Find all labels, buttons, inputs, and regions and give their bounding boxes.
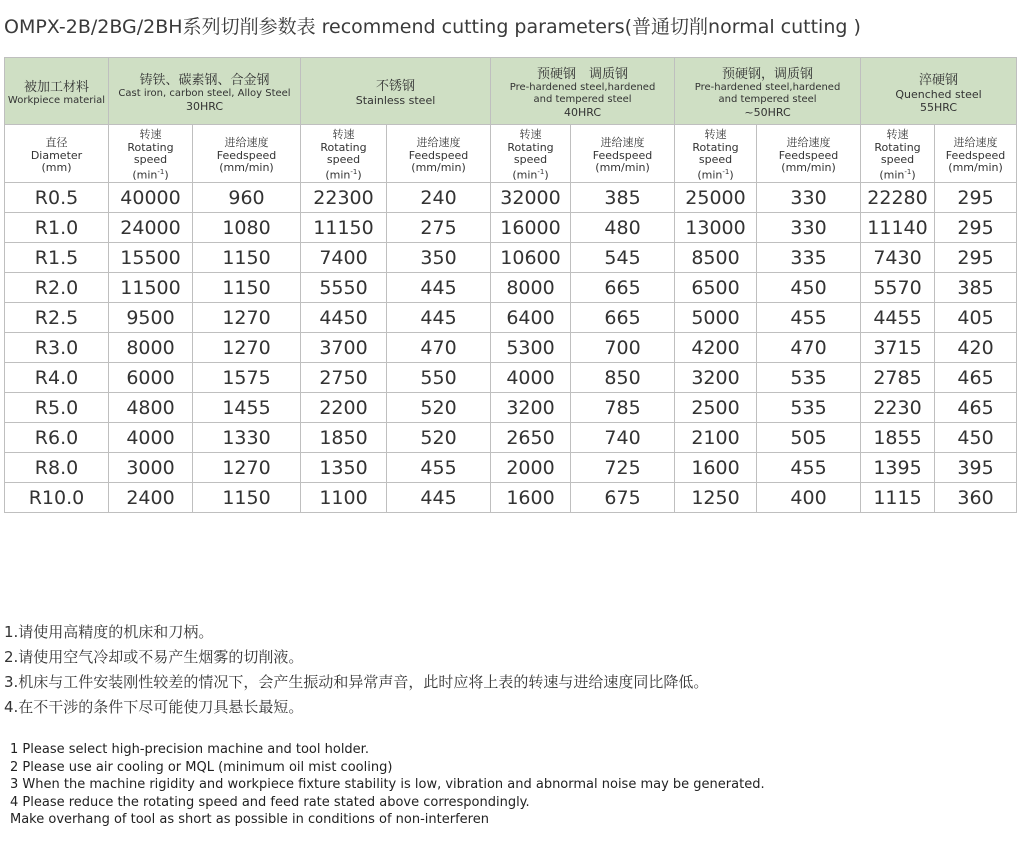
- material-group-header-row: [5, 58, 1017, 125]
- speed-cell: 2100: [675, 423, 757, 453]
- feed-cell: 470: [387, 333, 491, 363]
- feed-cell: 450: [757, 273, 861, 303]
- feedspeed-header: 进给速度 Feedspeed (mm/min): [193, 125, 301, 183]
- feed-cell: 400: [757, 483, 861, 513]
- feed-cell: 480: [571, 213, 675, 243]
- feed-cell: 295: [935, 213, 1017, 243]
- speed-cell: 22300: [301, 183, 387, 213]
- feed-cell: 535: [757, 393, 861, 423]
- feed-cell: 420: [935, 333, 1017, 363]
- feed-cell: 445: [387, 483, 491, 513]
- cutting-parameters-table: [4, 57, 1017, 513]
- column-subheader-row: [5, 125, 1017, 183]
- speed-cell: 8000: [491, 273, 571, 303]
- note-line: 3.机床与工件安装刚性较差的情况下，会产生振动和异常声音，此时应将上表的转速与进给速度同比降低。: [4, 673, 709, 691]
- feed-cell: 960: [193, 183, 301, 213]
- speed-unit: $(\min^{-1})$: [325, 167, 362, 182]
- feed-cell: 535: [757, 363, 861, 393]
- speed-cell: 1100: [301, 483, 387, 513]
- speed-cell: 4455: [861, 303, 935, 333]
- speed-cell: 7400: [301, 243, 387, 273]
- feed-cell: 465: [935, 363, 1017, 393]
- feed-cell: 275: [387, 213, 491, 243]
- speed-cell: 22280: [861, 183, 935, 213]
- feed-cell: 1270: [193, 303, 301, 333]
- speed-cell: 7430: [861, 243, 935, 273]
- table-row: [5, 483, 1017, 513]
- feed-cell: 450: [935, 423, 1017, 453]
- feed-cell: 1150: [193, 483, 301, 513]
- table-row: [5, 243, 1017, 273]
- feed-cell: 445: [387, 303, 491, 333]
- speed-cell: 1600: [675, 453, 757, 483]
- feedspeed-header: 进给速度 Feedspeed (mm/min): [935, 125, 1017, 183]
- feed-cell: 740: [571, 423, 675, 453]
- rotating-speed-header: 转速 Rotating speed $(\min^{-1})$: [301, 125, 387, 183]
- feed-cell: 550: [387, 363, 491, 393]
- feed-cell: 505: [757, 423, 861, 453]
- speed-cell: 8000: [109, 333, 193, 363]
- feed-cell: 665: [571, 303, 675, 333]
- diameter-header: 直径 Diameter (mm): [5, 125, 109, 183]
- notes-chinese: [4, 620, 708, 720]
- note-line: Make overhang of tool as short as possible in conditions of non-interferen: [10, 812, 489, 827]
- speed-cell: 2650: [491, 423, 571, 453]
- table-row: [5, 393, 1017, 423]
- feed-cell: 785: [571, 393, 675, 423]
- feed-cell: 385: [935, 273, 1017, 303]
- speed-cell: 4000: [491, 363, 571, 393]
- speed-cell: 11150: [301, 213, 387, 243]
- diameter-cell: R2.0: [5, 273, 109, 303]
- feed-cell: 330: [757, 213, 861, 243]
- diameter-cell: R3.0: [5, 333, 109, 363]
- diameter-cell: R1.5: [5, 243, 109, 273]
- speed-cell: 2500: [675, 393, 757, 423]
- feed-cell: 1455: [193, 393, 301, 423]
- speed-cell: 25000: [675, 183, 757, 213]
- page-title: OMPX-2B/2BG/2BH系列切削参数表 recommend cutting parameters(普通切削normal cutting ): [4, 16, 861, 38]
- speed-cell: 5550: [301, 273, 387, 303]
- table-row: [5, 363, 1017, 393]
- speed-cell: 11500: [109, 273, 193, 303]
- speed-cell: 2750: [301, 363, 387, 393]
- rotating-speed-header: 转速 Rotating speed $(\min^{-1})$: [109, 125, 193, 183]
- speed-unit: $(\min^{-1})$: [879, 167, 916, 182]
- speed-cell: 2400: [109, 483, 193, 513]
- workpiece-material-header: 被加工材料 Workpiece material: [5, 58, 109, 125]
- speed-cell: 4800: [109, 393, 193, 423]
- feed-cell: 335: [757, 243, 861, 273]
- feed-cell: 1150: [193, 243, 301, 273]
- diameter-cell: R10.0: [5, 483, 109, 513]
- feed-cell: 360: [935, 483, 1017, 513]
- feed-cell: 445: [387, 273, 491, 303]
- diameter-cell: R8.0: [5, 453, 109, 483]
- speed-cell: 1115: [861, 483, 935, 513]
- speed-cell: 32000: [491, 183, 571, 213]
- diameter-cell: R5.0: [5, 393, 109, 423]
- feed-cell: 455: [387, 453, 491, 483]
- speed-cell: 40000: [109, 183, 193, 213]
- speed-cell: 4000: [109, 423, 193, 453]
- feed-cell: 675: [571, 483, 675, 513]
- note-line: 2.请使用空气冷却或不易产生烟雾的切削液。: [4, 648, 304, 666]
- feed-cell: 385: [571, 183, 675, 213]
- table-body: [5, 183, 1017, 513]
- feed-cell: 1080: [193, 213, 301, 243]
- group-header: 预硬钢 调质钢 Pre-hardened steel,hardened and tempered steel 40HRC: [491, 58, 675, 125]
- speed-unit: $(\min^{-1})$: [132, 167, 169, 182]
- feed-cell: 1330: [193, 423, 301, 453]
- feed-cell: 395: [935, 453, 1017, 483]
- feed-cell: 700: [571, 333, 675, 363]
- feedspeed-header: 进给速度 Feedspeed (mm/min): [757, 125, 861, 183]
- speed-cell: 4450: [301, 303, 387, 333]
- speed-cell: 2230: [861, 393, 935, 423]
- table-row: [5, 273, 1017, 303]
- speed-cell: 9500: [109, 303, 193, 333]
- speed-unit: $(\min^{-1})$: [512, 167, 549, 182]
- table-row: [5, 183, 1017, 213]
- diameter-cell: R4.0: [5, 363, 109, 393]
- speed-cell: 4200: [675, 333, 757, 363]
- diameter-cell: R1.0: [5, 213, 109, 243]
- speed-cell: 5570: [861, 273, 935, 303]
- speed-cell: 1850: [301, 423, 387, 453]
- speed-cell: 1600: [491, 483, 571, 513]
- feed-cell: 1150: [193, 273, 301, 303]
- feed-cell: 295: [935, 243, 1017, 273]
- diameter-cell: R6.0: [5, 423, 109, 453]
- feed-cell: 520: [387, 423, 491, 453]
- feed-cell: 350: [387, 243, 491, 273]
- note-line: 3 When the machine rigidity and workpiece fixture stability is low, vibration and abnormal noise may be generated.: [10, 777, 765, 792]
- speed-cell: 6400: [491, 303, 571, 333]
- feed-cell: 665: [571, 273, 675, 303]
- speed-cell: 13000: [675, 213, 757, 243]
- rotating-speed-header: 转速 Rotating speed $(\min^{-1})$: [491, 125, 571, 183]
- speed-unit: $(\min^{-1})$: [697, 167, 734, 182]
- feed-cell: 520: [387, 393, 491, 423]
- note-line: 4.在不干涉的条件下尽可能使刀具悬长最短。: [4, 698, 304, 716]
- table-row: [5, 333, 1017, 363]
- feed-cell: 455: [757, 303, 861, 333]
- feed-cell: 240: [387, 183, 491, 213]
- speed-cell: 16000: [491, 213, 571, 243]
- feed-cell: 1575: [193, 363, 301, 393]
- group-header: 淬硬钢 Quenched steel 55HRC: [861, 58, 1017, 125]
- speed-cell: 2000: [491, 453, 571, 483]
- speed-cell: 1350: [301, 453, 387, 483]
- group-header: 铸铁、碳素钢、合金钢 Cast iron, carbon steel, Alloy Steel 30HRC: [109, 58, 301, 125]
- speed-cell: 8500: [675, 243, 757, 273]
- speed-cell: 5300: [491, 333, 571, 363]
- speed-cell: 5000: [675, 303, 757, 333]
- speed-cell: 1250: [675, 483, 757, 513]
- speed-cell: 3715: [861, 333, 935, 363]
- feed-cell: 470: [757, 333, 861, 363]
- feed-cell: 850: [571, 363, 675, 393]
- speed-cell: 1855: [861, 423, 935, 453]
- feed-cell: 405: [935, 303, 1017, 333]
- note-line: 2 Please use air cooling or MQL (minimum oil mist cooling): [10, 759, 393, 775]
- table-row: [5, 453, 1017, 483]
- speed-cell: 3000: [109, 453, 193, 483]
- feed-cell: 1270: [193, 453, 301, 483]
- group-header: 不锈钢 Stainless steel: [301, 58, 491, 125]
- feed-cell: 455: [757, 453, 861, 483]
- feedspeed-header: 进给速度 Feedspeed (mm/min): [387, 125, 491, 183]
- feed-cell: 545: [571, 243, 675, 273]
- table-row: [5, 303, 1017, 333]
- note-line: 4 Please reduce the rotating speed and feed rate stated above correspondingly.: [10, 794, 530, 810]
- feed-cell: 295: [935, 183, 1017, 213]
- speed-cell: 3200: [675, 363, 757, 393]
- note-line: 1.请使用高精度的机床和刀柄。: [4, 623, 214, 641]
- notes-english: [10, 741, 765, 829]
- speed-cell: 6500: [675, 273, 757, 303]
- speed-cell: 15500: [109, 243, 193, 273]
- feed-cell: 1270: [193, 333, 301, 363]
- feedspeed-header: 进给速度 Feedspeed (mm/min): [571, 125, 675, 183]
- speed-cell: 11140: [861, 213, 935, 243]
- rotating-speed-header: 转速 Rotating speed $(\min^{-1})$: [861, 125, 935, 183]
- feed-cell: 330: [757, 183, 861, 213]
- speed-cell: 1395: [861, 453, 935, 483]
- speed-cell: 24000: [109, 213, 193, 243]
- speed-cell: 3700: [301, 333, 387, 363]
- speed-cell: 6000: [109, 363, 193, 393]
- speed-cell: 10600: [491, 243, 571, 273]
- feed-cell: 725: [571, 453, 675, 483]
- speed-cell: 3200: [491, 393, 571, 423]
- diameter-cell: R0.5: [5, 183, 109, 213]
- group-header: 预硬钢，调质钢 Pre-hardened steel,hardened and tempered steel ~50HRC: [675, 58, 861, 125]
- table-row: [5, 423, 1017, 453]
- note-line: 1 Please select high-precision machine and tool holder.: [10, 742, 369, 757]
- rotating-speed-header: 转速 Rotating speed $(\min^{-1})$: [675, 125, 757, 183]
- speed-cell: 2785: [861, 363, 935, 393]
- feed-cell: 465: [935, 393, 1017, 423]
- speed-cell: 2200: [301, 393, 387, 423]
- table-row: [5, 213, 1017, 243]
- diameter-cell: R2.5: [5, 303, 109, 333]
